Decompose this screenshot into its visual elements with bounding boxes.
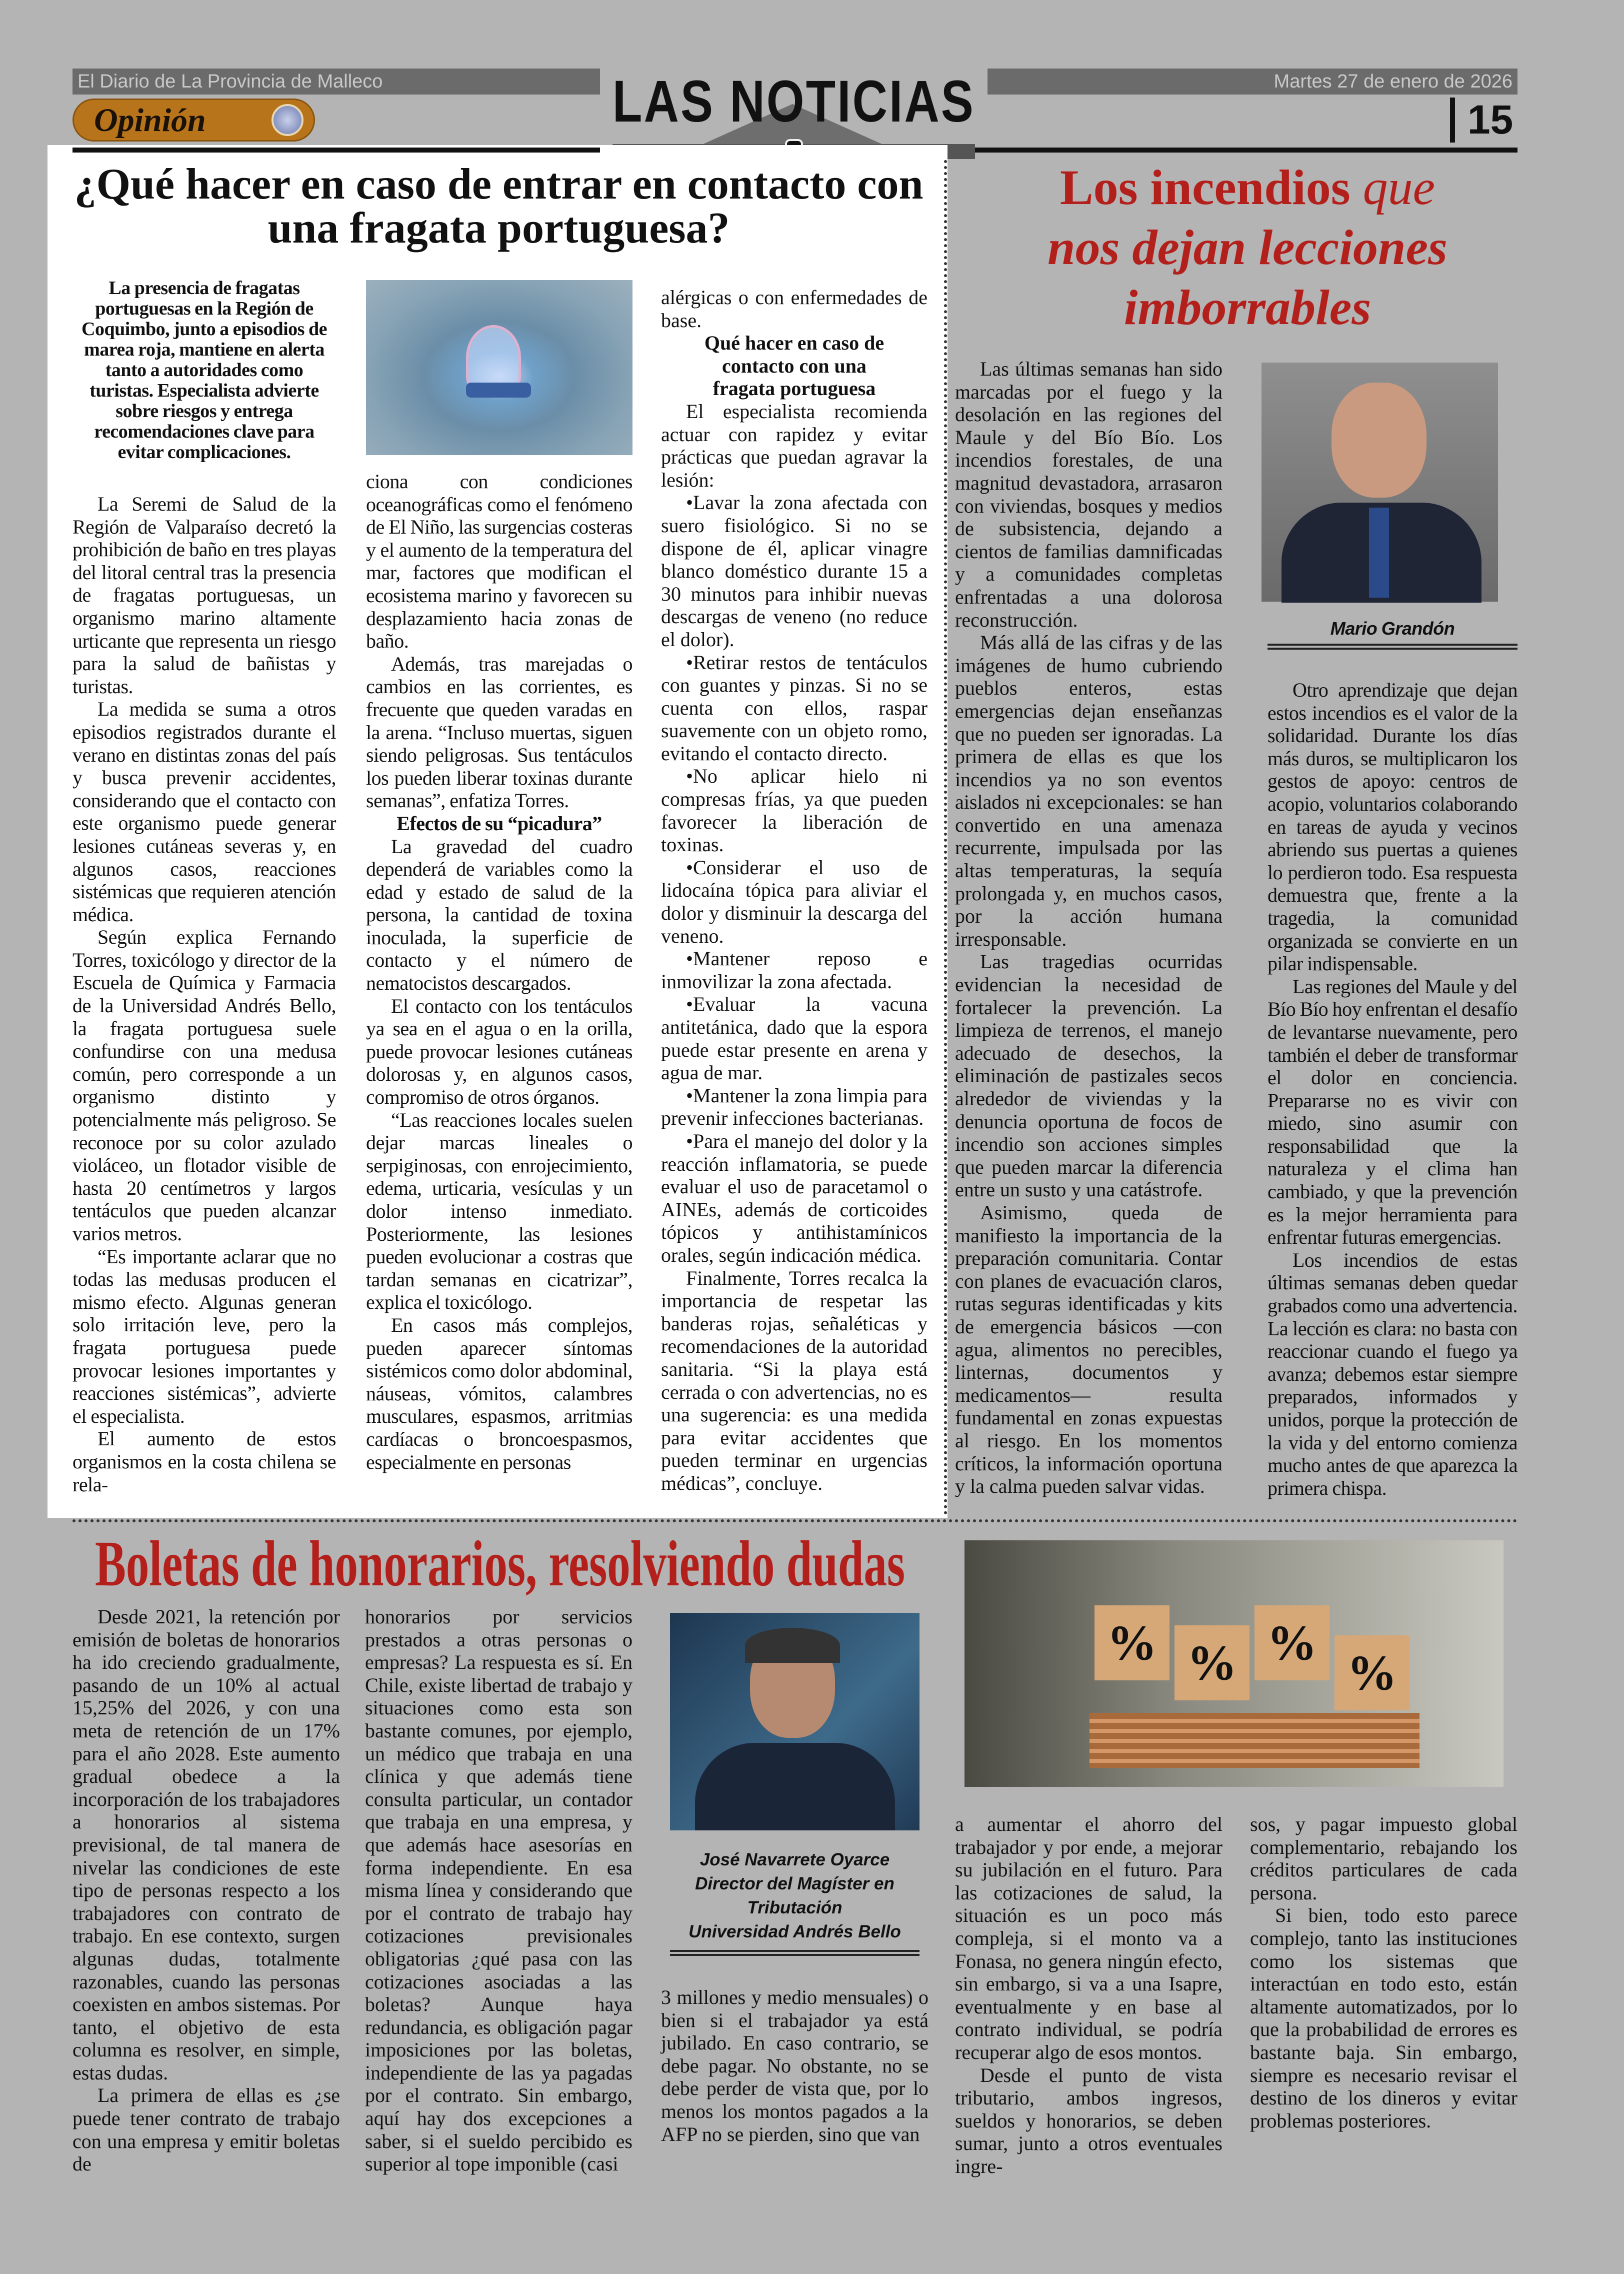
- fragata-title: ¿Qué hacer en caso de entrar en contacto con una fragata portuguesa?: [74, 160, 924, 253]
- paragraph: Los incendios de estas últimas semanas deben quedar grabados como una advertencia. La lección es clara: no basta con reaccionar cuando el fuego ya avanza; debemos estar siempre preparados, informados y unidos, porque la protección de la vida y del entorno comienza mucho antes de que aparezca la primera chispa.: [1268, 1248, 1518, 1499]
- paragraph: Si bien, todo esto parece complejo, tanto las instituciones como los sistemas que interactúan en todo esto, están altamente automatizados, por lo que la probabilidad de errores es bastante baja. Sin embargo, siempre es necesario revisar el destino de los dineros y evitar problemas posteriores.: [1250, 1904, 1518, 2132]
- boletas-column-3: [661, 1848, 928, 2145]
- paragraph: Las últimas semanas han sido marcadas por el fuego y la desolación en las regiones del Maule y del Bío Bío. Los incendios forestales, de una magnitud devastadora, arrasaron con viviendas, bosques y medios de subsistencia, dejando a cientos de familias damnificadas y a comunidades completas enfrentadas a una dolorosa reconstrucción.: [955, 358, 1222, 631]
- paragraph: Más allá de las cifras y de las imágenes de humo cubriendo pueblos enteros, estas emergencias dejan enseñanzas que no pueden ser ignoradas. La primera de ellas es que los incendios ya no son eventos aislados ni excepcionales: se han convertido en una amenaza recurrente, impulsada por las altas temperaturas, la sequía prolongada y, en muchos casos, por la acción humana irresponsable.: [955, 631, 1222, 950]
- incendios-title: [980, 158, 1515, 338]
- paragraph: a aumentar el ahorro del trabajador y por ende, a mejorar su jubilación en el futuro. Para las cotizaciones de salud, la situación es un poco más compleja, si el monto va a Fonasa, no genera ningún efecto, sin embargo, si va a una Isapre, eventualmente y en base al contrato individual, se podría recuperar algo de esos montos.: [955, 1813, 1222, 2063]
- section-badge: [72, 99, 315, 142]
- incendios-column-1: [955, 358, 1222, 1498]
- paragraph: Además, tras marejadas o cambios en las corrientes, es frecuente que queden varadas en la arena. “Incluso muertas, siguen siendo peligrosas. Sus tentáculos los pueden liberar toxinas durante semanas”, enfatiza Torres.: [366, 652, 632, 812]
- publication-name: El Diario de La Provincia de Malleco: [72, 69, 600, 95]
- list-item: •Retirar restos de tentáculos con guantes y pinzas. Si no se cuenta con ellos, raspar suavemente con un objeto romo, evitando el contacto directo.: [661, 651, 928, 765]
- author-photo-jose: [670, 1613, 920, 1830]
- page-number: 15: [1468, 97, 1514, 143]
- logo-text: LAS NOTICIAS: [612, 69, 975, 135]
- author-rule: [1268, 644, 1518, 650]
- fragata-column-1: [72, 278, 336, 1496]
- boletas-column-4: [955, 1813, 1222, 2178]
- fragata-column-3: [661, 286, 928, 1494]
- section-separator: [72, 1519, 1518, 1522]
- paragraph: Asimismo, queda de manifiesto la importancia de la preparación comunitaria. Contar con planes de evacuación claros, rutas seguras identificadas y kits de emergencia básicos —con agua, alimentos no perecibles, linternas, documentos y medicamentos— resulta fundamental en zonas expuestas al riesgo. En los momentos críticos, la información oportuna y la calma pueden salvar vidas.: [955, 1201, 1222, 1498]
- boletas-column-5: [1250, 1813, 1518, 2132]
- author-caption: [661, 1848, 928, 1944]
- coin-stacks: [1090, 1713, 1420, 1768]
- list-item: •Mantener reposo e inmovilizar la zona afectada.: [661, 947, 928, 993]
- page-number-divider: [1450, 98, 1455, 143]
- paragraph: sos, y pagar impuesto global complementario, rebajando los créditos particulares de cada persona.: [1250, 1813, 1518, 1904]
- paragraph: La gravedad del cuadro dependerá de variables como la edad y estado de salud de la persona, la cantidad de toxina inoculada, la superficie de contacto y el número de nematocistos descargados.: [366, 835, 632, 995]
- incendios-column-2: [1268, 618, 1518, 1499]
- header-rule-left: [72, 148, 600, 153]
- boletas-title: Boletas de honorarios, resolviendo dudas: [95, 1528, 905, 1600]
- caption-rule: [670, 1950, 920, 1956]
- title-part: Los incendios: [1060, 160, 1350, 215]
- paragraph: Según explica Fernando Torres, toxicólogo y director de la Escuela de Química y Farmacia de la Universidad Andrés Bello, la fragata portuguesa suele confundirse con una medusa común, pero corresponde a un organismo distinto y potencialmente más peligroso. Se reconoce por su color azulado violáceo, un flotador visible de hasta 20 centímetros y largos tentáculos que pueden alcanzar varios metros.: [72, 926, 336, 1245]
- caption-name: José Navarrete Oyarce: [700, 1850, 890, 1869]
- paragraph: El aumento de estos organismos en la costa chilena se rela-: [72, 1427, 336, 1496]
- paragraph: En casos más complejos, pueden aparecer síntomas sistémicos como dolor abdominal, náuseas, vómitos, calambres musculares, espasmos, arritmias cardíacas o broncoespasmos, especialmente en personas: [366, 1313, 632, 1473]
- issue-date: Martes 27 de enero de 2026: [988, 69, 1518, 95]
- percent-block: %: [1254, 1605, 1330, 1680]
- paragraph: honorarios por servicios prestados a otras personas o empresas? La respuesta es sí. En Chile, existe libertad de trabajo y situaciones como esta son bastante comunes, por ejemplo, un médico que trabaja en una clínica y que además tiene consulta particular, un contador que trabaja en una empresa, y que además hace asesorías en forma independiente. En esa misma línea y considerando que por el contrato de trabajo hay cotizaciones previsionales obligatorias ¿qué pasa con las cotizaciones asociadas a las boletas? Aunque haya redundancia, es obligación pagar imposiciones por las boletas, independiente de las ya pagadas por el contrato. Sin embargo, aquí hay dos excepciones a saber, si el sueldo percibido es superior al tope imponible (casi: [365, 1605, 632, 2175]
- paragraph: El contacto con los tentáculos ya sea en el agua o en la orilla, puede provocar lesiones cutáneas dolorosas y, en algunos casos, compromiso de otros órganos.: [366, 994, 632, 1109]
- title-part: nos dejan lecciones imborrables: [1048, 220, 1448, 335]
- author-photo-mario: [1262, 363, 1498, 602]
- list-item: •Considerar el uso de lidocaína tópica para aliviar el dolor y disminuir la descarga del veneno.: [661, 856, 928, 947]
- paragraph: 3 millones y medio mensuales) o bien si el trabajador ya está jubilado. En caso contrario, se debe pagar. No obstante, no se debe perder de vista que, por lo menos los montos pagados a la AFP no se pierden, sino que van: [661, 1986, 928, 2145]
- paragraph: Las regiones del Maule y del Bío Bío hoy enfrentan el desafío de levantarse nuevamente, pero también el deber de transformar el dolor en conciencia. Prepararse no es vivir con miedo, sino asumir con responsabilidad que la naturaleza y el clima han cambiado, y que la prevención es la mejor herramienta para enfrentar futuras emergencias.: [1268, 975, 1518, 1249]
- fragata-column-2: [366, 470, 632, 1473]
- section-label: Opinión: [94, 102, 206, 139]
- paragraph: Las tragedias ocurridas evidencian la necesidad de fortalecer la prevención. La limpieza de terrenos, el manejo adecuado de desechos, la eliminación de pastizales secos alrededor de viviendas y la denuncia oportuna de focos de incendio son acciones simples que pueden marcar la diferencia entre un susto y una catástrofe.: [955, 950, 1222, 1201]
- globe-icon: [272, 104, 304, 136]
- list-item: •Para el manejo del dolor y la reacción inflamatoria, se puede evaluar el uso de paracetamol o AINEs, además de corticoides tópicos y antihistamínicos orales, según indicación médica.: [661, 1129, 928, 1266]
- author-name: Mario Grandón: [1330, 618, 1455, 639]
- paragraph: “Es importante aclarar que no todas las medusas producen el mismo efecto. Algunas generan solo irritación leve, pero la fragata portuguesa puede provocar lesiones importantes y reacciones sistémicas”, advierte el especialista.: [72, 1245, 336, 1427]
- paragraph: Desde 2021, la retención por emisión de boletas de honorarios ha ido creciendo gradualmente, pasando de un 10% al actual 15,25% del 2026, y con una meta de retención de un 17% para el año 2028. Este aumento gradual obedece a la incorporación de los trabajadores a honorarios al sistema previsional, de tal manera de nivelar las condiciones de este tipo de personas respecto a los trabajadores con contrato de trabajo. En ese contexto, surgen algunas dudas, totalmente razonables, cuando las personas coexisten en ambos sistemas. Por tanto, el objetivo de esta columna es resolver, en simple, estas dudas.: [72, 1605, 340, 2084]
- paragraph: alérgicas o con enfermedades de base.: [661, 286, 928, 332]
- caption-institution: Universidad Andrés Bello: [688, 1922, 901, 1941]
- percent-blocks-photo: [964, 1540, 1504, 1787]
- paragraph: “Las reacciones locales suelen dejar marcas lineales o serpiginosas, con enrojecimiento, edema, urticaria, vesículas y un dolor intenso inmediato. Posteriormente, las lesiones pueden evolucionar a costras que tardan semanas en cicatrizar”, explica el toxicólogo.: [366, 1108, 632, 1314]
- paragraph: La primera de ellas es ¿se puede tener contrato de trabajo con una empresa y emitir boletas de: [72, 2084, 340, 2175]
- list-item: •Mantener la zona limpia para prevenir infecciones bacterianas.: [661, 1084, 928, 1130]
- paragraph: Otro aprendizaje que dejan estos incendios es el valor de la solidaridad. Durante los días más duros, se multiplicaron los gestos de apoyo: centros de acopio, voluntarios colaborando en tareas de ayuda y vecinos abriendo sus puertas a quienes lo perdieron todo. Esa respuesta demuestra que, frente a la tragedia, la comunidad organizada se convierte en un pilar indispensable.: [1268, 679, 1518, 975]
- paragraph: La Seremi de Salud de la Región de Valparaíso decretó la prohibición de baño en tres playas del litoral central tras la presencia de fragatas portuguesas, un organismo marino altamente urticante que representa un riesgo para la salud de bañistas y turistas.: [72, 493, 336, 698]
- paragraph: ciona con condiciones oceanográficas como el fenómeno de El Niño, las surgencias costeras y el aumento de la temperatura del mar, factores que modifican el ecosistema marino y favorecen su desplazamiento hacia zonas de baño.: [366, 470, 632, 653]
- caption-role: Director del Magíster en Tributación: [695, 1874, 894, 1917]
- paragraph: La medida se suma a otros episodios registrados durante el verano en distintas zonas del país y busca prevenir accidentes, considerando que el contacto con este organismo puede generar lesiones cutáneas severas y, en algunos casos, reacciones sistémicas que requieren atención médica.: [72, 698, 336, 926]
- paragraph: Desde el punto de vista tributario, ambos ingresos, sueldos y honorarios, se deben sumar, junto a otros eventuales ingre-: [955, 2063, 1222, 2177]
- fragata-lead: La presencia de fragatas portuguesas en la Región de Coquimbo, junto a episodios de marea roja, mantiene en alerta tanto a autoridades como turistas. Especialista advierte sobre riesgos y entrega recomendaciones clave para evitar complicaciones.: [82, 278, 327, 463]
- boletas-title-box: [95, 1528, 905, 1600]
- column-separator: [944, 160, 947, 1515]
- boletas-column-1: [72, 1605, 340, 2175]
- header-rule-right: [975, 148, 1518, 153]
- paragraph: Finalmente, Torres recalca la importancia de respetar las banderas rojas, señaléticas y recomendaciones de la autoridad sanitaria. “Si la playa está cerrada o con advertencias, no es una sugerencia: es una medida para evitar accidentes que pueden terminar en urgencias médicas”, concluye.: [661, 1266, 928, 1494]
- list-item: •Lavar la zona afectada con suero fisiológico. Si no se dispone de él, aplicar vinagre blanco doméstico durante 15 a 30 minutos para inhibir nuevas descargas de veneno (no reduce el dolor).: [661, 491, 928, 651]
- list-item: •No aplicar hielo ni compresas frías, ya que pueden favorecer la liberación de toxinas.: [661, 765, 928, 856]
- boletas-column-2: [365, 1605, 632, 2175]
- subheading: Qué hacer en caso de contacto con una fragata portuguesa: [704, 332, 884, 400]
- percent-block: %: [1334, 1635, 1410, 1710]
- paragraph: El especialista recomienda actuar con rapidez y evitar prácticas que puedan agravar la lesión:: [661, 400, 928, 491]
- percent-block: %: [1094, 1605, 1170, 1680]
- percent-block: %: [1174, 1625, 1250, 1700]
- list-item: •Evaluar la vacuna antitetánica, dado que la espora puede estar presente en arena y agua de mar.: [661, 993, 928, 1084]
- jellyfish-photo: [366, 280, 632, 455]
- subheading: Efectos de su “picadura”: [396, 812, 602, 835]
- title-part: que: [1362, 160, 1436, 215]
